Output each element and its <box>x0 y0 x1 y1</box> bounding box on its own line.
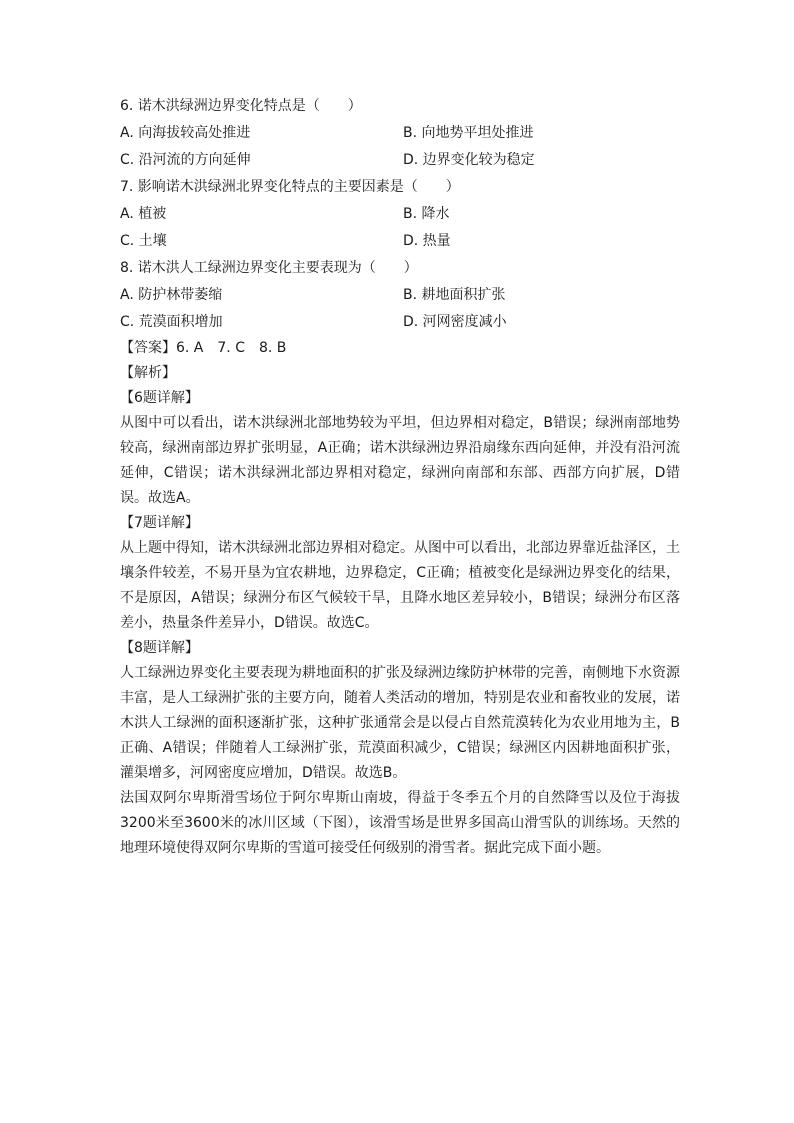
question-6-option-a: A. 向海拔较高处推进 <box>120 125 251 141</box>
question-6-option-c: C. 沿河流的方向延伸 <box>120 152 251 168</box>
question-8-stem: 8. 诺木洪人工绿洲边界变化主要表现为（ ） <box>120 260 418 276</box>
detail-8-label: 【8题详解】 <box>120 640 199 656</box>
intro-paragraph: 法国双阿尔卑斯滑雪场位于阿尔卑斯山南坡，得益于冬季五个月的自然降雪以及位于海拔3200米至3600米的冰川区域（下图），该滑雪场是世界多国高山滑雪队的训练场。天然的地理环境使得双阿尔卑斯的雪道可接受任何级别的滑雪者。据此完成下面小题。 <box>120 790 680 856</box>
question-6-options-row-2 <box>120 147 680 174</box>
answer-line <box>120 336 680 361</box>
question-7-options-row-1 <box>120 201 680 228</box>
question-7-option-c: C. 土壤 <box>120 233 167 249</box>
question-8-option-c: C. 荒漠面积增加 <box>120 314 223 330</box>
question-6-option-b: B. 向地势平坦处推进 <box>403 125 534 141</box>
question-7-option-b: B. 降水 <box>403 206 450 222</box>
detail-7-label: 【7题详解】 <box>120 515 199 531</box>
question-6-options-row-1 <box>120 120 680 147</box>
detail-6-text: 从图中可以看出，诺木洪绿洲北部地势较为平坦，但边界相对稳定，B错误；绿洲南部地势较高，绿洲南部边界扩张明显，A正确；诺木洪绿洲边界沿扇缘东西向延伸，并没有沿河流延伸，C错误；诺木洪绿洲北部边界相对稳定，绿洲向南部和东部、西部方向扩展，D错误。故选A。 <box>120 415 680 506</box>
question-7-stem: 7. 影响诺木洪绿洲北界变化特点的主要因素是（ ） <box>120 179 460 195</box>
document-content <box>120 93 680 861</box>
question-6-stem: 6. 诺木洪绿洲边界变化特点是（ ） <box>120 98 362 114</box>
question-7-options-row-2 <box>120 228 680 255</box>
question-8-option-a: A. 防护林带萎缩 <box>120 287 223 303</box>
detail-7-text: 从上题中得知，诺木洪绿洲北部边界相对稳定。从图中可以看出，北部边界靠近盐泽区，土壤条件较差，不易开垦为宜农耕地，边界稳定，C正确；植被变化是绿洲边界变化的结果，不是原因，A错误；绿洲分布区气候较干旱，且降水地区差异较小，B错误；绿洲分布区落差小，热量条件差异小，D错误。故选C。 <box>120 540 680 631</box>
question-8-options-row-1 <box>120 282 680 309</box>
question-6-option-d: D. 边界变化较为稳定 <box>403 152 535 168</box>
question-7-option-d: D. 热量 <box>403 233 451 249</box>
question-8-option-b: B. 耕地面积扩张 <box>403 287 506 303</box>
answer-item-6: 6. A <box>176 340 204 356</box>
answer-item-7: 7. C <box>217 340 245 356</box>
answer-item-8: 8. B <box>258 340 287 356</box>
question-8-options-row-2 <box>120 309 680 336</box>
detail-6-label: 【6题详解】 <box>120 390 199 406</box>
detail-8-text: 人工绿洲边界变化主要表现为耕地面积的扩张及绿洲边缘防护林带的完善，南侧地下水资源丰富，是人工绿洲扩张的主要方向，随着人类活动的增加，特别是农业和畜牧业的发展，诺木洪人工绿洲的面积逐渐扩张，这种扩张通常会是以侵占自然荒漠转化为农业用地为主，B正确、A错误；伴随着人工绿洲扩张，荒漠面积减少，C错误；绿洲区内因耕地面积扩张，灌渠增多，河网密度应增加，D错误。故选B。 <box>120 665 680 781</box>
answer-label: 【答案】 <box>120 340 176 356</box>
question-7-option-a: A. 植被 <box>120 206 167 222</box>
question-8-option-d: D. 河网密度减小 <box>403 314 507 330</box>
analysis-label: 【解析】 <box>120 365 176 381</box>
